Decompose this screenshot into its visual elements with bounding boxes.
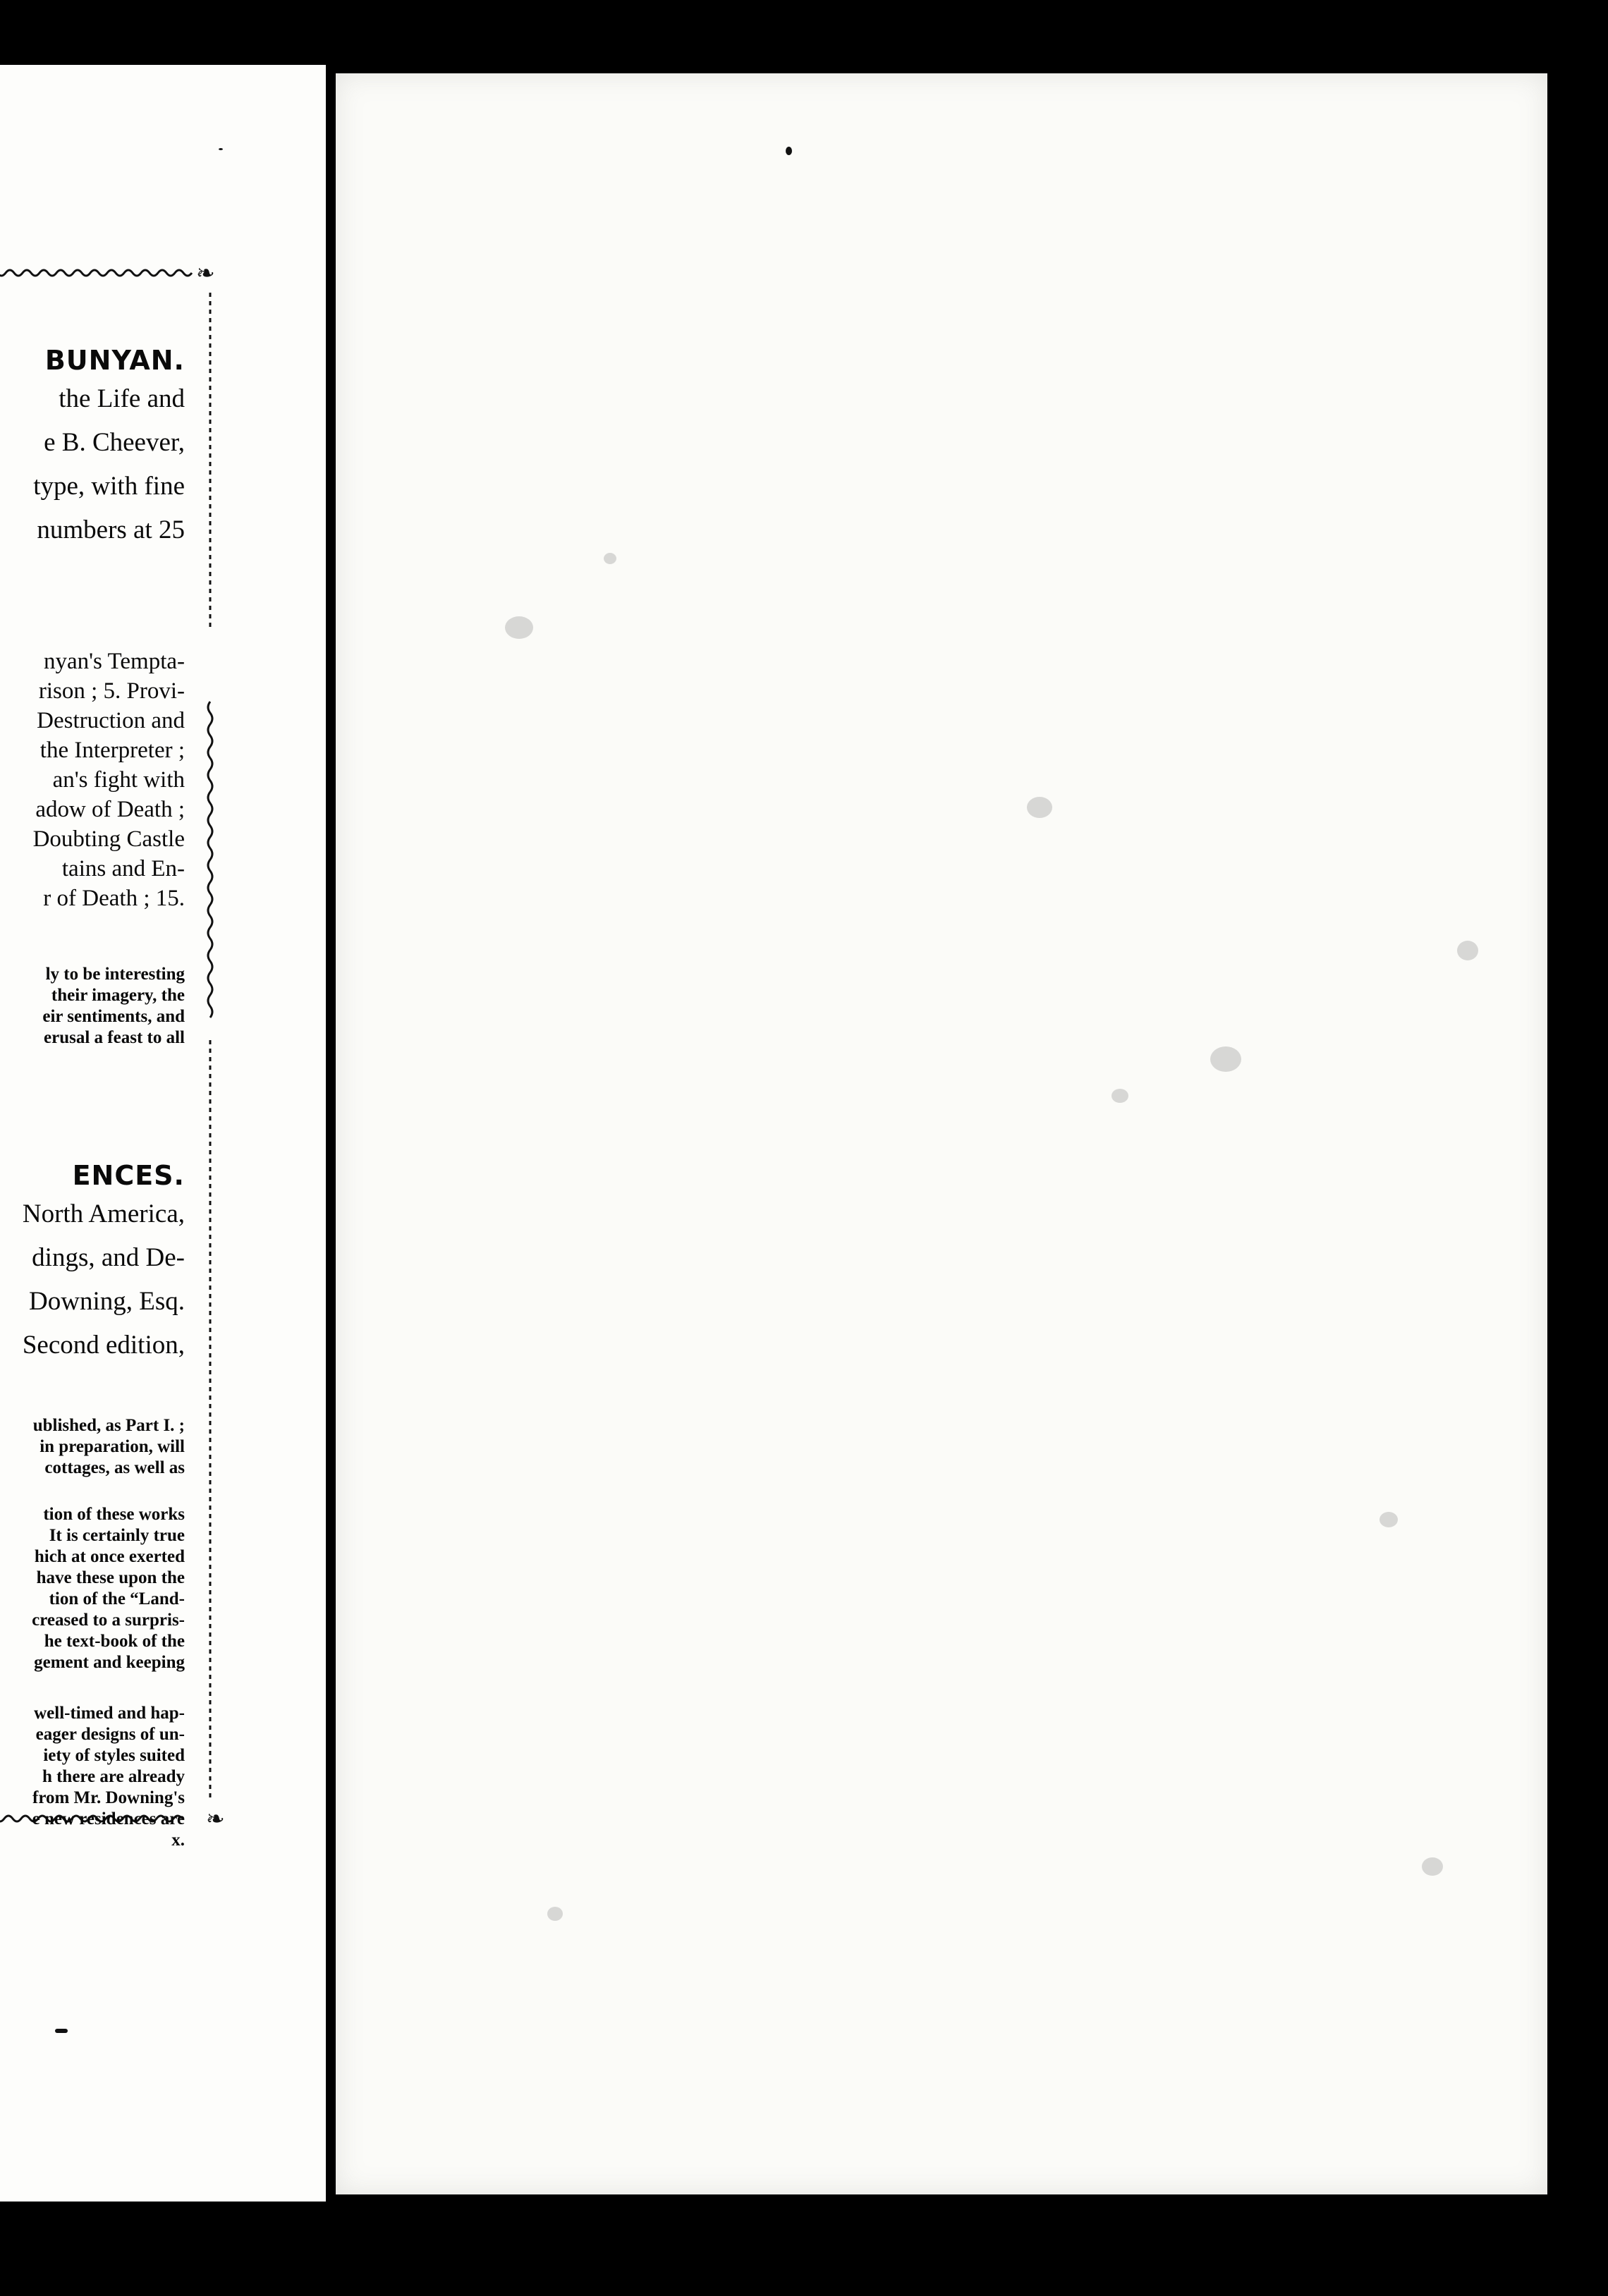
text-line: North America, (22, 1199, 185, 1228)
text-line: ublished, as Part I. ; (32, 1416, 185, 1435)
text-line: Destruction and (37, 708, 185, 733)
ad-notice (0, 1703, 185, 1851)
text-line: x. (171, 1831, 185, 1850)
text-line: have these upon the (36, 1568, 185, 1587)
text-line: Doubting Castle (32, 826, 185, 852)
text-line: he text-book of the (44, 1632, 185, 1651)
text-line: in preparation, will (39, 1437, 185, 1456)
text-line: nyan's Tempta- (43, 649, 185, 674)
ad-contents (0, 647, 185, 913)
text-line: erusal a feast to all (44, 1028, 185, 1047)
text-line: e B. Cheever, (44, 428, 185, 457)
foxing-spot (604, 553, 616, 564)
foxing-spot (1027, 797, 1052, 818)
text-line: from Mr. Downing's (32, 1788, 185, 1807)
text-line: the Interpreter ; (39, 738, 185, 763)
ad-body (0, 377, 185, 552)
text-line: tion of the “Land- (49, 1589, 185, 1608)
text-line: dings, and De- (32, 1243, 185, 1272)
foxing-spot (547, 1907, 563, 1921)
foxing-spot (1457, 941, 1478, 960)
right-page-blank (336, 73, 1547, 2194)
text-line: ly to be interesting (45, 965, 185, 984)
text-line: It is certainly true (49, 1526, 185, 1545)
foxing-spot (505, 616, 533, 639)
foxing-spot (1422, 1857, 1443, 1876)
text-line: adow of Death ; (35, 797, 185, 822)
text-line: Downing, Esq. (29, 1287, 185, 1316)
foxing-spot (1111, 1089, 1128, 1103)
text-line: r of Death ; 15. (43, 886, 185, 911)
text-line: tion of these works (43, 1505, 185, 1524)
text-line: eager designs of un- (35, 1725, 185, 1744)
text-line: eir sentiments, and (42, 1007, 185, 1026)
advertisement-box (0, 260, 225, 1850)
ad-notice (0, 1504, 185, 1673)
text-line: well-timed and hap- (34, 1704, 185, 1723)
foxing-spot (1379, 1512, 1398, 1527)
text-line: type, with fine (33, 472, 185, 501)
text-line: iety of styles suited (43, 1746, 185, 1765)
text-line: numbers at 25 (37, 515, 185, 544)
text-line: Second edition, (22, 1331, 185, 1360)
ink-speck (55, 2029, 68, 2033)
text-line: an's fight with (52, 767, 185, 793)
text-line: gement and keeping (34, 1653, 185, 1672)
text-line: the Life and (59, 384, 185, 413)
corner-ornament-icon: ❧ (196, 260, 215, 286)
ad-body (0, 1192, 185, 1367)
corner-ornament-icon: ❧ (206, 1806, 225, 1831)
section-heading: ENCES. (72, 1160, 185, 1191)
text-line: creased to a surpris- (32, 1611, 185, 1630)
left-page (0, 65, 326, 2202)
foxing-spot (1210, 1046, 1241, 1072)
ink-speck (786, 147, 792, 155)
text-line: hich at once exerted (34, 1547, 185, 1566)
text-line: their imagery, the (51, 986, 185, 1005)
text-line: h there are already (42, 1767, 185, 1786)
text-line: rison ; 5. Provi- (38, 678, 185, 704)
text-line: cottages, as well as (44, 1458, 185, 1477)
ink-speck (219, 148, 223, 150)
ad-notice (0, 1415, 185, 1479)
text-line: e new residences are (32, 1809, 185, 1828)
section-heading: BUNYAN. (44, 345, 185, 376)
text-line: tains and En- (61, 856, 185, 881)
ad-notice (0, 964, 185, 1049)
